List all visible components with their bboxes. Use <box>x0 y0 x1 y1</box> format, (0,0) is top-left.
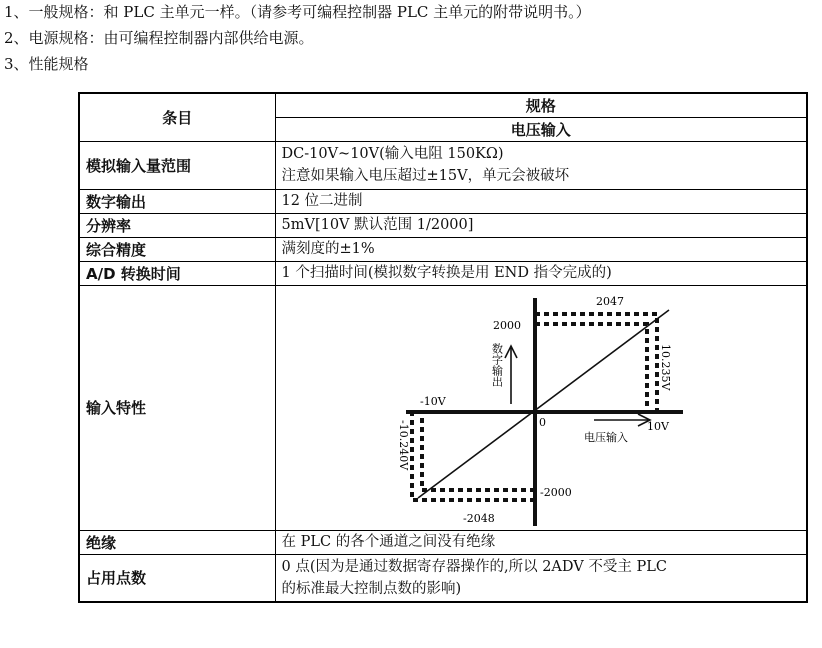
table-row <box>79 285 807 530</box>
row-key-resolution: 分辨率 <box>79 213 275 237</box>
label-neg2000: -2000 <box>539 485 572 499</box>
table-row <box>79 213 807 237</box>
spec-performance-heading: 3、性能规格 <box>4 55 89 73</box>
header-spec-cell: 规格 <box>275 93 807 117</box>
table-row <box>79 261 807 285</box>
row-value-resolution: 5mV[10V 默认范围 1/2000] <box>275 213 807 237</box>
row-value-analog-range <box>275 141 807 189</box>
value-line: 0 点(因为是通过数据寄存器操作的,所以 2ADV 不受主 PLC <box>281 558 667 575</box>
row-value-occupied-points <box>275 554 807 602</box>
row-key-digital-output: 数字输出 <box>79 189 275 213</box>
label-2000: 2000 <box>492 318 521 332</box>
header-item-cell: 条目 <box>79 93 275 141</box>
table-row <box>79 530 807 554</box>
performance-spec-table <box>78 92 808 603</box>
input-characteristic-diagram <box>276 286 808 530</box>
row-value-ad-time: 1 个扫描时间(模拟数字转换是用 END 指令完成的) <box>275 261 807 285</box>
value-line: 的标准最大控制点数的影响) <box>281 580 462 597</box>
row-key-accuracy: 综合精度 <box>79 237 275 261</box>
row-key-ad-time: A/D 转换时间 <box>79 261 275 285</box>
table-row <box>79 554 807 602</box>
header-voltage-input-cell: 电压输入 <box>275 117 807 141</box>
row-key-isolation: 绝缘 <box>79 530 275 554</box>
table-row <box>79 189 807 213</box>
row-value-input-characteristic <box>275 285 807 530</box>
spec-general-line: 1、一般规格：和 PLC 主单元一样。（请参考可编程控制器 PLC 主单元的附带说明书。） <box>4 3 591 21</box>
row-key-input-characteristic: 输入特性 <box>79 285 275 530</box>
label-neg10v: -10V <box>419 394 446 408</box>
row-value-isolation: 在 PLC 的各个通道之间没有绝缘 <box>275 530 807 554</box>
value-line: 注意如果输入电压超过±15V，单元会被破坏 <box>281 168 570 184</box>
y-axis-label: 数字输出 <box>490 342 503 387</box>
label-10-235v: 10.235V <box>658 343 672 390</box>
row-key-occupied-points: 占用点数 <box>79 554 275 602</box>
label-zero: 0 <box>538 415 546 429</box>
label-neg2048: -2048 <box>462 511 495 525</box>
row-key-analog-range: 模拟输入量范围 <box>79 141 275 189</box>
spec-power-line: 2、电源规格：由可编程控制器内部供给电源。 <box>4 29 314 47</box>
label-2047: 2047 <box>595 294 624 308</box>
label-neg10-240v: -10.240V <box>396 419 410 470</box>
row-value-accuracy: 满刻度的±1% <box>275 237 807 261</box>
characteristic-line <box>418 310 669 498</box>
row-value-digital-output: 12 位二进制 <box>275 189 807 213</box>
x-axis-label: 电压输入 <box>583 430 628 444</box>
table-row <box>79 141 807 189</box>
table-row <box>79 237 807 261</box>
label-10v: 10V <box>646 419 669 433</box>
value-line: DC-10V~10V(输入电阻 150KΩ) <box>281 146 504 162</box>
